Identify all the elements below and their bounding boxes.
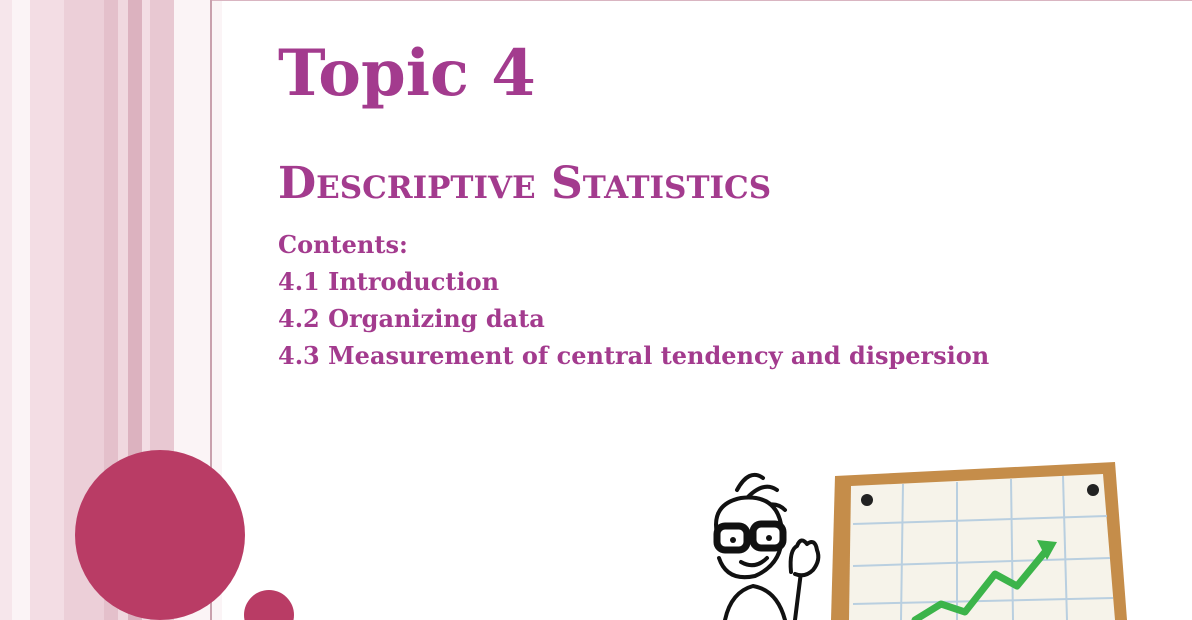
contents-heading: Contents:	[278, 230, 408, 259]
contents-item: 4.3 Measurement of central tendency and dispersion	[278, 341, 990, 370]
slide-subtitle: Descriptive Statistics	[278, 158, 772, 209]
contents-item: 4.2 Organizing data	[278, 304, 545, 333]
presenter-figure	[716, 475, 818, 620]
top-border	[212, 0, 1192, 1]
decorative-circle-small	[244, 590, 294, 620]
slide-title: Topic 4	[278, 36, 536, 111]
decorative-circle-large	[75, 450, 245, 620]
chart-board	[831, 462, 1127, 620]
stripe	[0, 0, 12, 620]
stripe	[12, 0, 30, 620]
presenter-with-growth-chart-icon	[645, 454, 1145, 620]
contents-item: 4.1 Introduction	[278, 267, 500, 296]
stripe	[30, 0, 64, 620]
contents-list	[278, 226, 989, 374]
